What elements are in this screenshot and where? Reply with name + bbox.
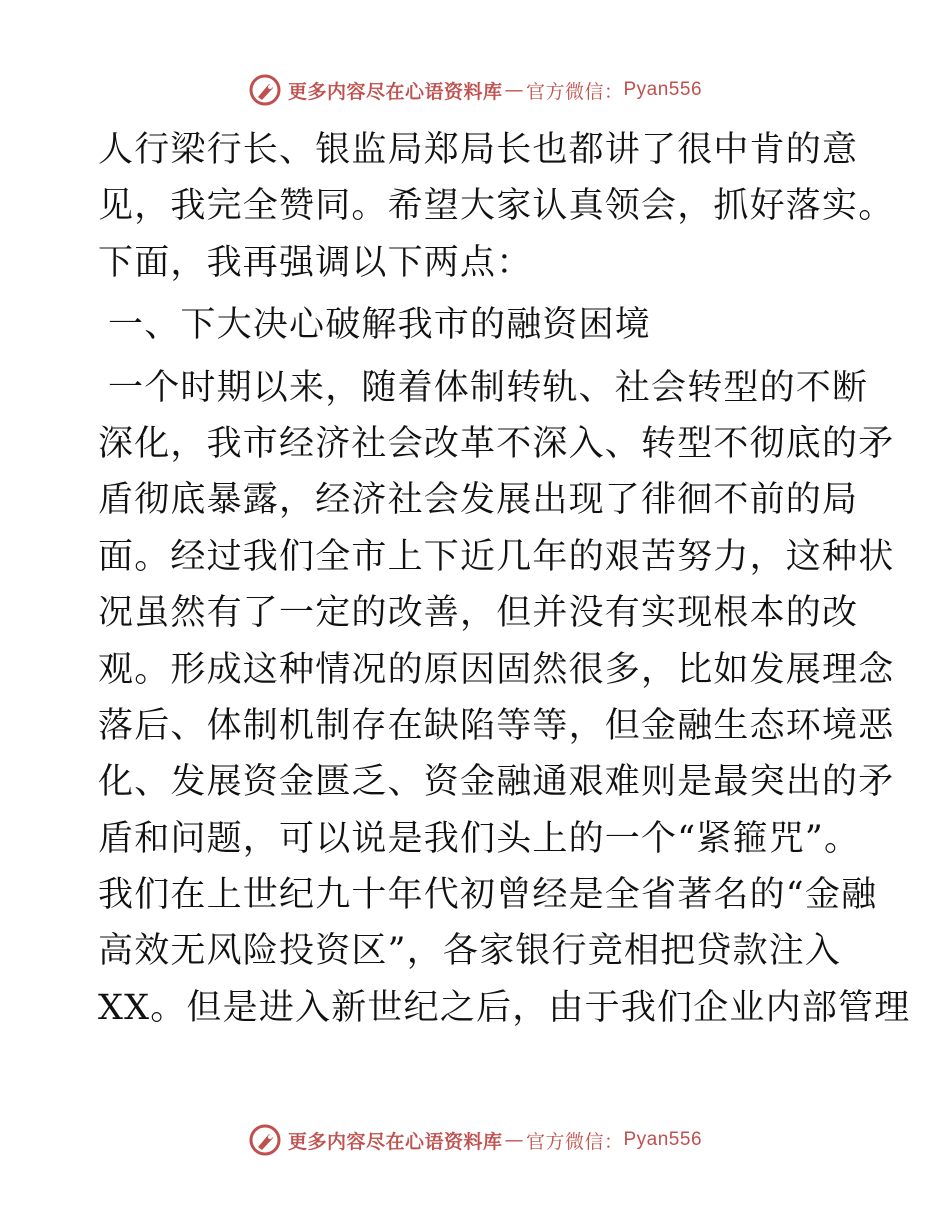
body-line: 面。经过我们全市上下近几年的艰苦努力，这种状 [98, 536, 895, 577]
watermark-separator: — [504, 79, 524, 101]
watermark-label: 官方微信： [525, 80, 624, 103]
body-line: 况虽然有了一定的改善，但并没有实现根本的改 [98, 593, 859, 634]
footer-watermark [0, 1120, 950, 1160]
body-line: 深化，我市经济社会改革不深入、转型不彻底的矛 [98, 423, 895, 464]
body-line: 我们在上世纪九十年代初曾经是全省著名的“金融 [98, 875, 878, 916]
body-line: 一个时期以来，随着体制转轨、社会转型的不断 [108, 367, 869, 408]
watermark-label: 官方微信： [525, 1130, 624, 1153]
pen-nib-icon [248, 1123, 282, 1157]
watermark-main-text: 更多内容尽在心语资料库 [287, 1130, 503, 1153]
body-line: 盾彻底暴露，经济社会发展出现了徘徊不前的局 [98, 480, 859, 521]
document-body [98, 122, 911, 1036]
body-line: 化、发展资金匮乏、资金融通艰难则是最突出的矛 [98, 762, 895, 803]
body-line: 见，我完全赞同。希望大家认真领会，抓好落实。 [98, 186, 895, 227]
section-heading: 一、下大决心破解我市的融资困境 [108, 305, 652, 346]
pen-nib-icon [248, 73, 282, 107]
watermark-wechat-id: Pyan556 [623, 1129, 703, 1150]
body-line: XX。但是进入新世纪之后，由于我们企业内部管理 [98, 987, 911, 1028]
header-watermark [0, 70, 950, 110]
body-line: 高效无风险投资区”，各家银行竞相把贷款注入 [98, 931, 842, 972]
body-line: 下面，我再强调以下两点： [98, 242, 533, 283]
watermark-main-text: 更多内容尽在心语资料库 [287, 80, 503, 103]
body-line: 人行梁行长、银监局郑局长也都讲了很中肯的意 [98, 130, 859, 170]
watermark-wechat-id: Pyan556 [623, 79, 703, 100]
watermark-separator: — [504, 1129, 524, 1151]
body-line: 落后、体制机制存在缺陷等等，但金融生态环境恶 [98, 705, 895, 746]
body-line: 盾和问题，可以说是我们头上的一个“紧箍咒”。 [98, 818, 861, 859]
body-line: 观。形成这种情况的原因固然很多，比如发展理念 [98, 649, 895, 690]
